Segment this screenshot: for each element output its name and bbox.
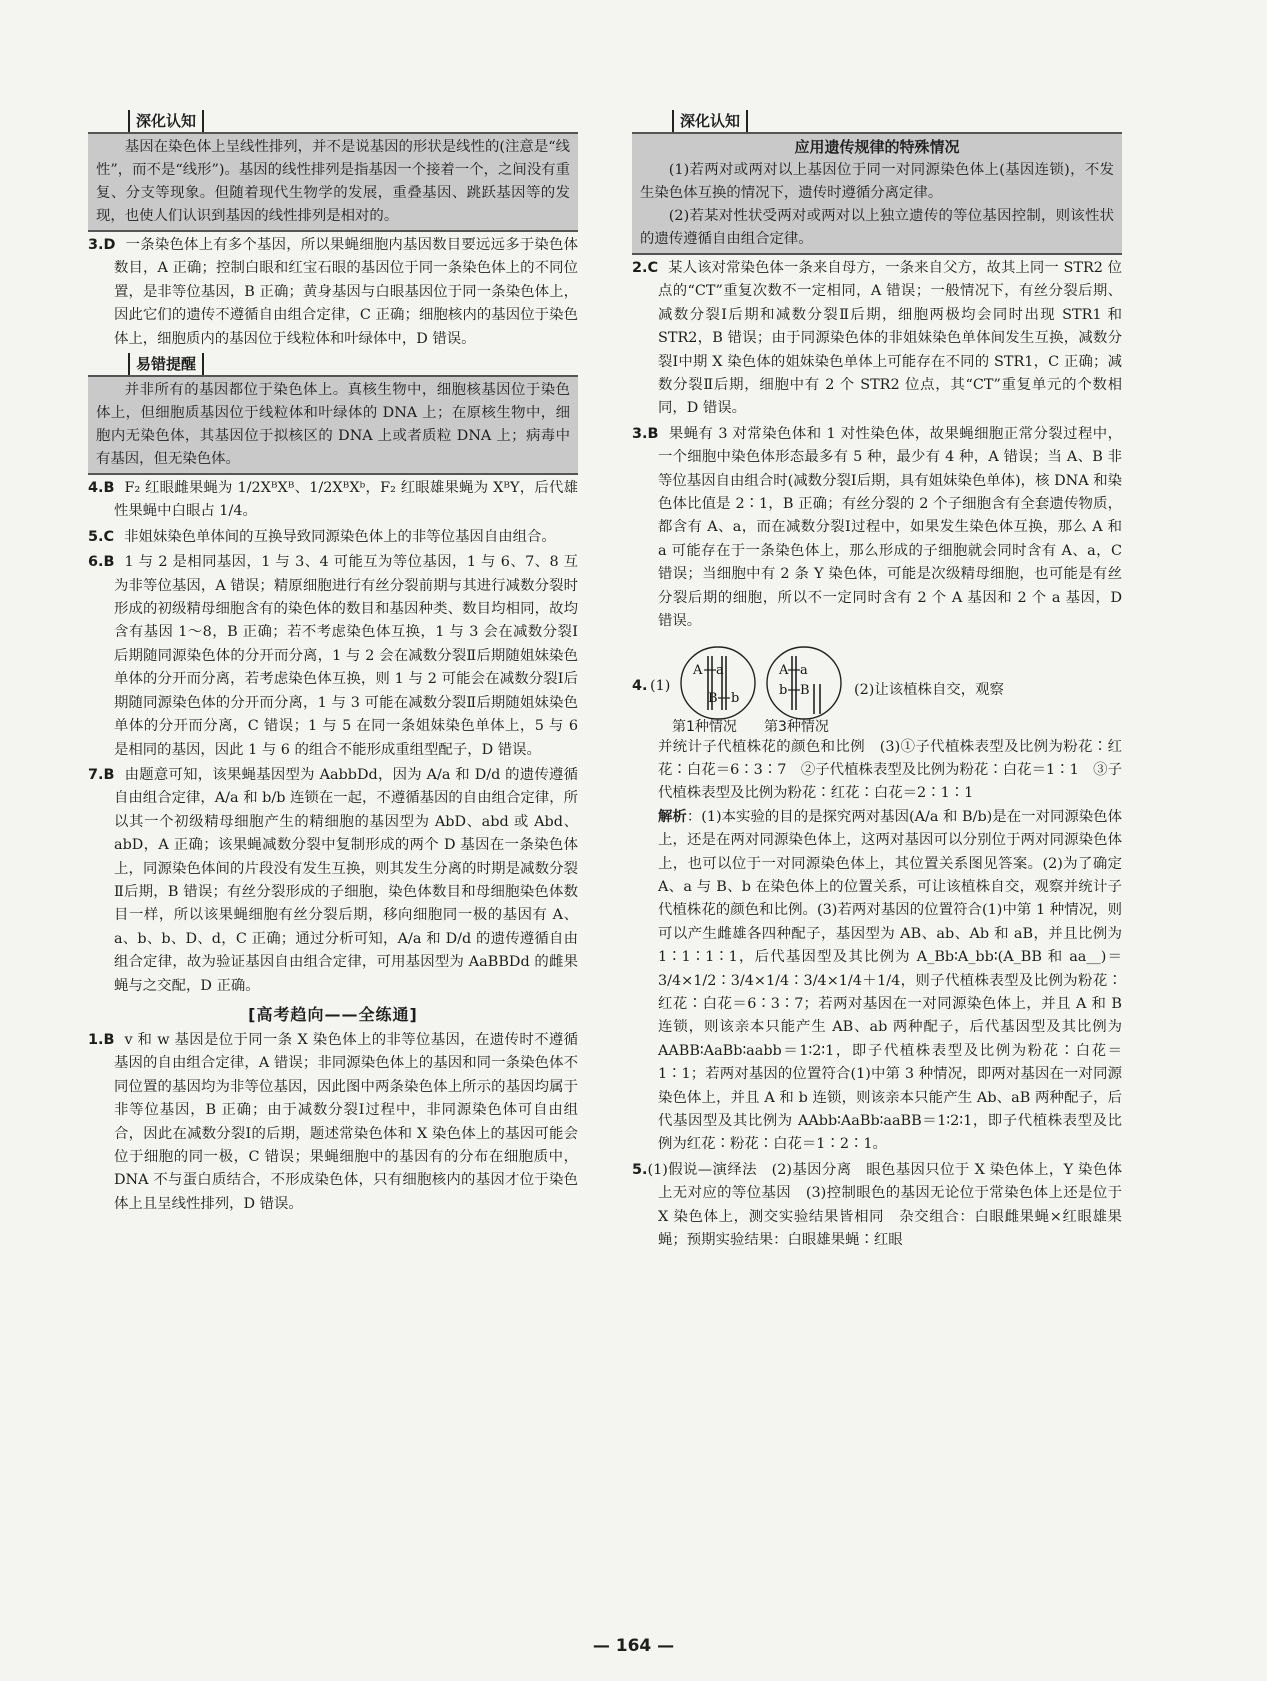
gene-b-label: b <box>731 690 740 706</box>
special-case-p1: (1)若两对或两对以上基因位于同一对同源染色体上(基因连锁)，不发生染色体互换的情况下，遗传时遵循分离定律。 <box>640 162 1114 201</box>
mistake-box-text: 并非所有的基因都位于染色体上。真核生物中，细胞核基因位于染色体上，但细胞质基因位于线粒体和叶绿体的 DNA 上；在原核生物中，细胞内无染色体，其基因位于拟核区的 DNA 上或者质粒 DNA 上；病毒中有基因，但无染色体。 <box>96 382 570 468</box>
answer-3: 3.D 一条染色体上有多个基因，所以果蝇细胞内基因数目要远远多于染色体数目，A 正确；控制白眼和红宝石眼的基因位于同一条染色体上的不同位置，是非等位基因，B 正确；黄身基因与白眼基因位于同一条染色体上，因此它们的遗传不遵循自由组合定律，C 正确；细胞核内的基因位于染色体上，细胞质内的基因位于线粒体和叶绿体中，D 错误。 <box>88 237 578 347</box>
cell-diagram-case1 <box>678 644 758 722</box>
exam-answer-4-text: 并统计子代植株花的颜色和比例 (3)①子代植株表型及比例为粉花∶红花∶白花＝6∶3∶7 ②子代植株表型及比例为粉花∶白花＝1∶1 ③子代植株表型及比例为粉花∶红花∶白花＝2∶1∶1 解析：(1)本实验的目的是探究两对基因(A/a 和 B/b)是在一对同源染色体上，还是在两对同源染色体上，这两对基因可以分别位于两对同源染色体上，也可以位于一对同源染色体上，其位置关系图见答案。(2)为了确定 A、a 与 B、b 在染色体上的位置关系，可让该植株自交，观察并统计子代植株花的颜色和比例。(3)若两对基因的位置符合(1)中第 1 种情况，则可以产生雌雄各四种配子，基因型为 AB、ab、Ab 和 aB，并且比例为 1∶1∶1∶1，后代基因型及其比例为 A_Bb∶A_bb∶(A_BB 和 aa__)＝3/4×1/2∶3/4×1/4∶3/4×1/4＋1/4，则子代植株表型及比例为粉花∶红花∶白花＝6∶3∶7；若两对基因在一对同源染色体上，并且 A 和 B 连锁，则该亲本只能产生 AB、ab 两种配子，后代基因型及其比例为 AABB∶AaBb∶aabb＝1∶2∶1，即子代植株表型及比例为粉花∶白花＝1∶1；若两对基因的位置符合(1)中第 3 种情况，即两对基因在一对同源染色体上，并且 A 和 b 连锁，则该亲本只能产生 Ab、aB 两种配子，后代基因型及其比例为 AAbb∶AaBb∶aaBB＝1∶2∶1，即子代植株表型及比例为红花∶粉花∶白花＝1∶2∶1。 <box>658 738 1122 1153</box>
gene-B-label: B <box>708 690 718 706</box>
answer-6: 6.B 1 与 2 是相同基因，1 与 3、4 可能互为等位基因，1 与 6、7、8 互为非等位基因，A 错误；精原细胞进行有丝分裂前期与其进行减数分裂时形成的初级精母细胞含有的染色体的数目和基因种类、数目均相同，故均含有基因 1～8，B 正确；若不考虑染色体互换，1 与 3 会在减数分裂Ⅰ后期随同源染色体的分开而分离，1 与 2 会在减数分裂Ⅱ后期随姐妹染色单体的分开而分离，若考虑染色体互换，则 1 与 2 可能会在减数分裂Ⅰ后期随同源染色体的分开而分离，1 与 3 可能在减数分裂Ⅱ后期随姐妹染色单体的分开而分离，C 错误；1 与 5 在同一条姐妹染色单体上，5 与 6 是相同的基因，因此 1 与 6 的组合不能形成重组型配子，D 错误。 <box>88 554 578 758</box>
answer-4: 4.B F₂ 红眼雌果蝇为 1/2XᴮXᴮ、1/2XᴮXᵇ，F₂ 红眼雄果蝇为 XᴮY，后代雄性果蝇中白眼占 1/4。 <box>88 480 578 520</box>
special-case-p2: (2)若某对性状受两对或两对以上独立遗传的等位基因控制，则该性状的遗传遵循自由组合定律。 <box>640 208 1114 247</box>
case1-label: 第1种情况 <box>672 718 737 735</box>
page-number: — 164 — <box>592 1636 675 1656</box>
deepen-box <box>88 132 578 232</box>
exam-answer-2: 2.C 某人该对常染色体一条来自母方，一条来自父方，故其上同一 STR2 位点的“CT”重复次数不一定相同，A 错误；一般情况下，有丝分裂后期、减数分裂Ⅰ后期和减数分裂Ⅱ后期，细胞两极均会同时出现 STR1 和 STR2，B 错误；由于同源染色体的非姐妹染色单体间发生互换，减数分裂Ⅰ中期 X 染色体的姐妹染色单体上可能存在不同的 STR1，C 正确；减数分裂Ⅱ后期，细胞中有 2 个 STR2 位点，其“CT”重复单元的个数相同，D 错误。 <box>632 260 1122 417</box>
exam-answer-5: 5.(1)假说—演绎法 (2)基因分离 眼色基因只位于 X 染色体上，Y 染色体上无对应的等位基因 (3)控制眼色的基因无论位于常染色体上还是位于 X 染色体上，测交实验结果皆相同 杂交组合：白眼雌果蝇×红眼雄果蝇；预期实验结果：白眼雄果蝇∶红眼 <box>632 1161 1122 1249</box>
cell-diagram-case3 <box>764 644 844 722</box>
deepen-tag-right: 深化认知 <box>672 110 748 132</box>
gene-A-label: A <box>693 662 703 678</box>
exam-answer-1: 1.B v 和 w 基因是位于同一条 X 染色体上的非等位基因，在遗传时不遵循基因的自由组合定律，A 错误；非同源染色体上的基因和同一条染色体不同位置的基因均为非等位基因，因此图中两条染色体上所示的基因均属于非等位基因，B 正确；由于减数分裂Ⅰ过程中，非同源染色体可自由组合，因此在减数分裂Ⅰ的后期，题述常染色体和 X 染色体上的基因可能会位于细胞的同一极，C 错误；果蝇细胞中的基因有的分布在细胞质中，DNA 不与蛋白质结合，不形成染色体，只有细胞核内的基因才位于染色体上且呈线性排列，D 错误。 <box>88 1031 578 1212</box>
section-heading: [高考趋向——全练通] <box>248 1004 418 1024</box>
answer-7: 7.B 由题意可知，该果蝇基因型为 AabbDd，因为 A/a 和 D/d 的遗传遵循自由组合定律，A/a 和 b/b 连锁在一起，不遵循基因的自由组合定律，所以其一个初级精母细胞产生的精细胞的基因型为 AbD、abd 或 Abd、abD，A 正确；该果蝇减数分裂中复制形成的两个 D 基因在一条染色体上，同源染色体间的片段没有发生互换，则其发生分离的时期是减数分裂Ⅱ后期，B 错误；有丝分裂形成的子细胞，染色体数目和母细胞染色体数目一样，所以该果蝇细胞有丝分裂后期，移向细胞同一极的基因有 A、a、b、b、D、d，C 正确；通过分析可知，A/a 和 D/d 的遗传遵循自由组合定律，故为验证基因自由组合定律，可用基因型为 AaBBDd 的雌果蝇与之交配，D 正确。 <box>88 766 578 994</box>
special-case-box <box>632 132 1122 255</box>
special-case-title: 应用遗传规律的特殊情况 <box>794 138 960 156</box>
answer-5: 5.C 非姐妹染色单体间的互换导致同源染色体上的非等位基因自由组合。 <box>88 528 556 545</box>
gene-a-label: a <box>716 662 724 678</box>
gene-a-label-2: a <box>800 662 808 678</box>
gene-B-label-2: B <box>800 682 810 698</box>
deepen-tag: 深化认知 <box>128 110 204 132</box>
right-column <box>632 110 1122 1252</box>
gene-A-label-2: A <box>779 662 789 678</box>
left-column <box>88 110 578 1216</box>
mistake-tag: 易错提醒 <box>128 353 204 375</box>
gene-b-label-2: b <box>779 682 788 698</box>
deepen-box-text: 基因在染色体上呈线性排列，并不是说基因的形状是线性的(注意是“线性”，而不是“线形”)。基因的线性排列是指基因一个接着一个，之间没有重复、分支等现象。但随着现代生物学的发展，重叠基因、跳跃基因等的发现，也使人们认识到基因的线性排列是相对的。 <box>96 139 570 224</box>
exam-answer-3: 3.B 果蝇有 3 对常染色体和 1 对性染色体，故果蝇细胞正常分裂过程中，一个细胞中染色体形态最多有 5 种，最少有 4 种，A 错误；当 A、B 非等位基因自由组合时(减数分裂Ⅰ后期，具有姐妹染色单体)，核 DNA 和染色体比值是 2∶1，B 正确；有丝分裂的 2 个子细胞含有全套遗传物质，都含有 A、a，而在减数分裂Ⅰ过程中，如果发生染色体互换，那么 A 和 a 可能存在于一条染色体上，那么形成的子细胞就会同时含有 A、a，C 错误；当细胞中有 2 条 Y 染色体，可能是次级精母细胞，也可能是有丝分裂后期的细胞，所以不一定同时含有 2 个 A 基因和 2 个 a 基因，D 错误。 <box>632 425 1122 630</box>
mistake-box <box>88 375 578 475</box>
exam-answer-4-figure-row: 4. (1) A a B b A a b B (2)让该植株自交，观察 第1种情况 第3种情况 <box>632 638 1122 734</box>
case3-label: 第3种情况 <box>764 718 829 735</box>
